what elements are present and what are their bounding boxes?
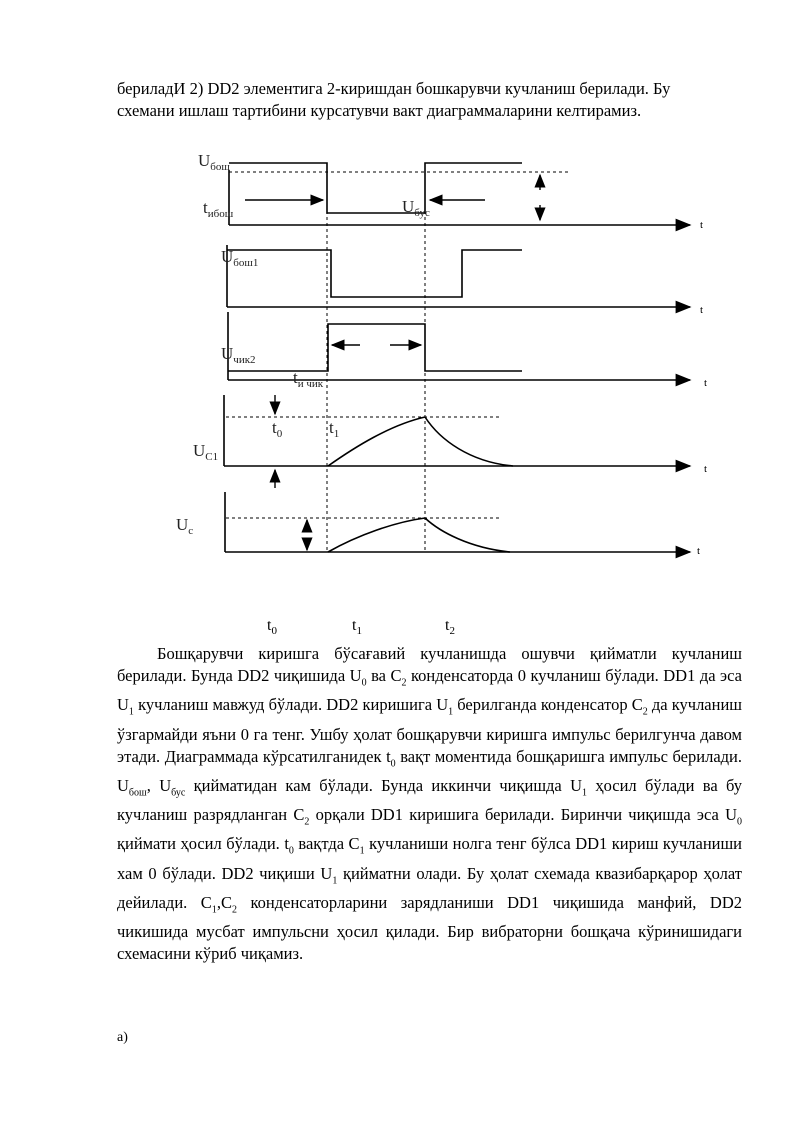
- body-paragraph: Бошқарувчи киришга бўсағавий кучланишда ошувчи қийматли кучланиш берилади. Бунда DD2 чиқишида $U_0$ ва $C_2$ конденсаторда 0 кучланиш бўлади. DD1 да эса $U_1$ кучланиш мавжуд бўлади. DD2 киришига $U_1$ берилганда конденсатор $C_2$ да кучланиш ўзгармайди яъни 0 га тенг. Ушбу ҳолат бошқарувчи киришга импульс берилгунча давом этади. Диаграммада кўрсатилганидек $t_0$ вақт моментида бошқаришга импульс берилади. $U_{бош}$, $U_{бус}$ қийматидан кам бўлади. Бунда иккинчи чиқишда $U_1$ ҳосил бўлади ва бу кучланиш разрядланган $C_2$ орқали DD1 киришига берилади. Биринчи чиқишда эса $U_0$ қиймати ҳосил бўлади. $t_0$ вақтда $C_1$ кучланиши нолга тенг бўлса DD1 кириш кучланиши хам 0 бўлади. DD2 чиқиши $U_1$ қийматни олади. Бу ҳолат схемада квазибарқарор ҳолат дейилади. $C_1,C_2$ конденсаторларини зарядланиши DD1 чиқишида манфий, DD2 чикишида мусбат импульсни ҳосил қилади. Бир вибраторни бошқача кўринишидаги схемасини кўриб чиқамиз.: [117, 644, 743, 964]
- footer-mark: а): [117, 1030, 128, 1045]
- label-t-ibosh: $t_{ибош}$: [203, 198, 234, 220]
- axis-label-t-5: t: [697, 545, 701, 557]
- waveform-u-bosh1: [227, 250, 522, 297]
- label-u-bosh: $U_{бош}$: [198, 151, 230, 173]
- label-t1-small: $t_1$: [329, 418, 340, 440]
- axis-label-t-2: t: [700, 304, 704, 316]
- label-u-bosh1: $U_{бош1}$: [221, 247, 259, 269]
- intro-line-2: схемани ишлаш тартибини курсатувчи вакт диаграммаларини келтирамиз.: [117, 101, 642, 120]
- time-label-t0: $t_0$: [267, 617, 277, 638]
- time-label-t2: $t_2$: [445, 617, 455, 638]
- label-t0-small: $t_0$: [272, 418, 283, 440]
- label-t-ichik: $t_{и чик}$: [293, 368, 324, 390]
- label-u-c2: $U_с$: [176, 515, 194, 537]
- waveform-u-chik2: [228, 324, 522, 371]
- waveform-u-c1: [328, 417, 513, 466]
- waveform-u-c2: [328, 518, 510, 552]
- label-u-bus: $U_{бус}$: [402, 197, 430, 219]
- axis-label-t-3: t: [704, 377, 708, 389]
- waveform-u-bosh: [229, 163, 522, 213]
- axis-label-t-1: t: [700, 219, 704, 231]
- label-u-chik2: $U_{чик2}$: [221, 344, 256, 366]
- axis-label-t-4: t: [704, 463, 708, 475]
- intro-line-1: бериладИ 2) DD2 элементига 2-киришдан бошкарувчи кучланиш берилади. Бу: [117, 79, 671, 98]
- time-label-t1: $t_1$: [352, 617, 362, 638]
- label-u-c1: $U_{C1}$: [193, 441, 219, 463]
